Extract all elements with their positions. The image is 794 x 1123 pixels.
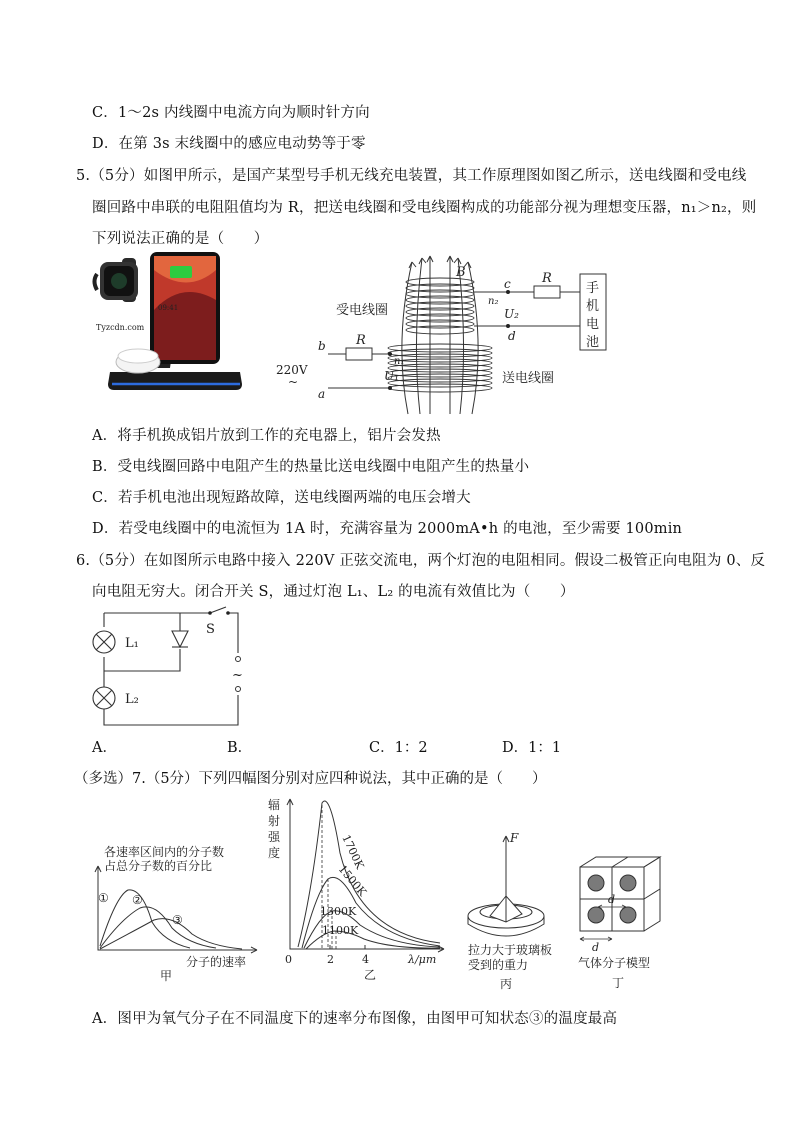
battery-char-2: 机	[586, 299, 600, 314]
yi-ylabel-4: 度	[268, 846, 281, 860]
label-d: d	[508, 329, 516, 343]
battery-char-4: 池	[586, 335, 600, 350]
wireless-charger-photo	[92, 250, 252, 398]
q7-figure-ding	[576, 853, 672, 990]
yi-xlabel: λ/μm	[408, 953, 437, 966]
lamp-l1	[93, 631, 115, 653]
yi-label-1500k: 1500K	[335, 862, 369, 899]
battery-char-3: 电	[586, 317, 600, 332]
terminal-a-node	[388, 386, 392, 390]
transformer-diagram	[270, 252, 610, 416]
lamp-l2	[93, 687, 115, 709]
q6-circuit-diagram	[88, 605, 248, 729]
label-l2: L₂	[125, 692, 139, 707]
q6-stem-line2: 向电阻无穷大。闭合开关 S，通过灯泡 L₁、L₂ 的电流有效值比为（ ）	[92, 584, 575, 600]
q5-stem-line1: 5.（5分）如图甲所示，是国产某型号手机无线充电装置，其工作原理图如图乙所示，送电线圈和受电线	[76, 168, 747, 184]
bing-caption: 丙	[500, 977, 513, 991]
receive-coil	[406, 278, 474, 334]
q5-option-d: D．若受电线圈中的电流恒为 1A 时，充满容量为 2000mA•h 的电池，至少需要 100min	[92, 521, 683, 537]
jia-ylabel-1: 各速率区间内的分子数	[104, 845, 225, 859]
q5-stem-line2: 圈回路中串联的电阻阻值均为 R，把送电线圈和受电线圈构成的功能部分视为理想变压器，n₁＞n₂，则	[92, 200, 757, 216]
label-r-send: R	[356, 333, 366, 348]
yi-tick-4: 4	[362, 953, 369, 966]
ding-caption: 丁	[612, 976, 625, 990]
label-receive-coil: 受电线圈	[336, 303, 389, 318]
label-l1: L₁	[125, 636, 139, 651]
ding-label-d-outer: d	[592, 941, 600, 954]
yi-label-1700k: 1700K	[339, 832, 367, 872]
jia-label-3: ③	[172, 913, 183, 927]
label-send-coil: 送电线圈	[502, 371, 555, 386]
yi-ylabel-3: 强	[268, 830, 281, 844]
q5-option-c: C．若手机电池出现短路故障，送电线圈两端的电压会增大	[92, 490, 471, 506]
yi-label-1100k: 1100K	[322, 924, 359, 937]
yi-ylabel-1: 辐	[268, 798, 281, 812]
yi-curve-1700k	[298, 801, 440, 947]
q6-option-c: C．1：2	[369, 740, 428, 756]
bing-label-f: F	[510, 831, 519, 845]
q7-figure-yi	[264, 793, 454, 982]
yi-label-1300k: 1300K	[320, 905, 357, 918]
bing-text-line1: 拉力大于玻璃板	[468, 943, 553, 957]
label-n1: n₁	[394, 356, 405, 367]
bing-text-line2: 受到的重力	[468, 958, 529, 972]
label-switch-s: S	[206, 622, 215, 637]
yi-ylabel-2: 射	[268, 814, 281, 828]
yi-caption: 乙	[364, 968, 377, 982]
label-b-field: B	[456, 265, 466, 280]
q5-stem-line3: 下列说法正确的是（ ）	[92, 231, 269, 247]
label-u1: U₁	[384, 369, 399, 383]
send-coil	[388, 344, 492, 392]
jia-ylabel-2: 占总分子数的百分比	[104, 859, 213, 873]
jia-xlabel: 分子的速率	[186, 955, 247, 969]
yi-tick-0: 0	[285, 953, 292, 966]
label-b-terminal: b	[318, 339, 326, 353]
label-ac-source: ~	[232, 668, 243, 683]
yi-tick-2: 2	[327, 953, 334, 966]
q7-figure-jia	[92, 838, 267, 983]
jia-label-2: ②	[132, 893, 143, 907]
jia-caption: 甲	[160, 969, 173, 983]
label-a-terminal: a	[318, 387, 326, 401]
label-ac-symbol: ~	[288, 375, 299, 389]
phone-screen-text: 09:41	[158, 304, 179, 312]
ding-text: 气体分子模型	[578, 956, 651, 970]
q7-stem: （多选）7.（5分）下列四幅图分别对应四种说法，其中正确的是（ ）	[74, 771, 547, 787]
battery-char-1: 手	[586, 281, 600, 296]
q6-stem-line1: 6.（5分）在如图所示电路中接入 220V 正弦交流电，两个灯泡的电阻相同。假设二极管正向电阻为 0、反	[76, 553, 766, 569]
label-u2: U₂	[504, 307, 519, 321]
terminal-n1	[388, 352, 392, 356]
label-n2: n₂	[488, 296, 499, 307]
ding-label-d-inner: d	[608, 893, 616, 906]
label-220v: 220V	[276, 363, 308, 377]
jia-label-1: ①	[98, 891, 109, 905]
q4-option-d: D．在第 3s 末线圈中的感应电动势等于零	[92, 136, 366, 152]
q5-option-b: B．受电线圈回路中电阻产生的热量比送电线圈中电阻产生的热量小	[92, 459, 530, 475]
q6-option-a: A．	[92, 740, 117, 756]
jia-curve-2	[100, 907, 216, 948]
q7-figure-bing	[460, 826, 570, 991]
q7-option-a: A．图甲为氧气分子在不同温度下的速率分布图像，由图甲可知状态③的温度最高	[92, 1011, 618, 1027]
q5-option-a: A．将手机换成铝片放到工作的充电器上，铝片会发热	[92, 428, 441, 444]
q6-option-b: B．	[227, 740, 253, 756]
q6-option-d: D．1：1	[502, 740, 562, 756]
label-c: c	[504, 277, 511, 291]
label-r-receive: R	[542, 271, 552, 286]
q4-option-c: C．1～2s 内线圈中电流方向为顺时针方向	[92, 105, 370, 121]
watermark-text: Tyzcdn.com	[96, 323, 145, 332]
terminal-d	[506, 324, 510, 328]
